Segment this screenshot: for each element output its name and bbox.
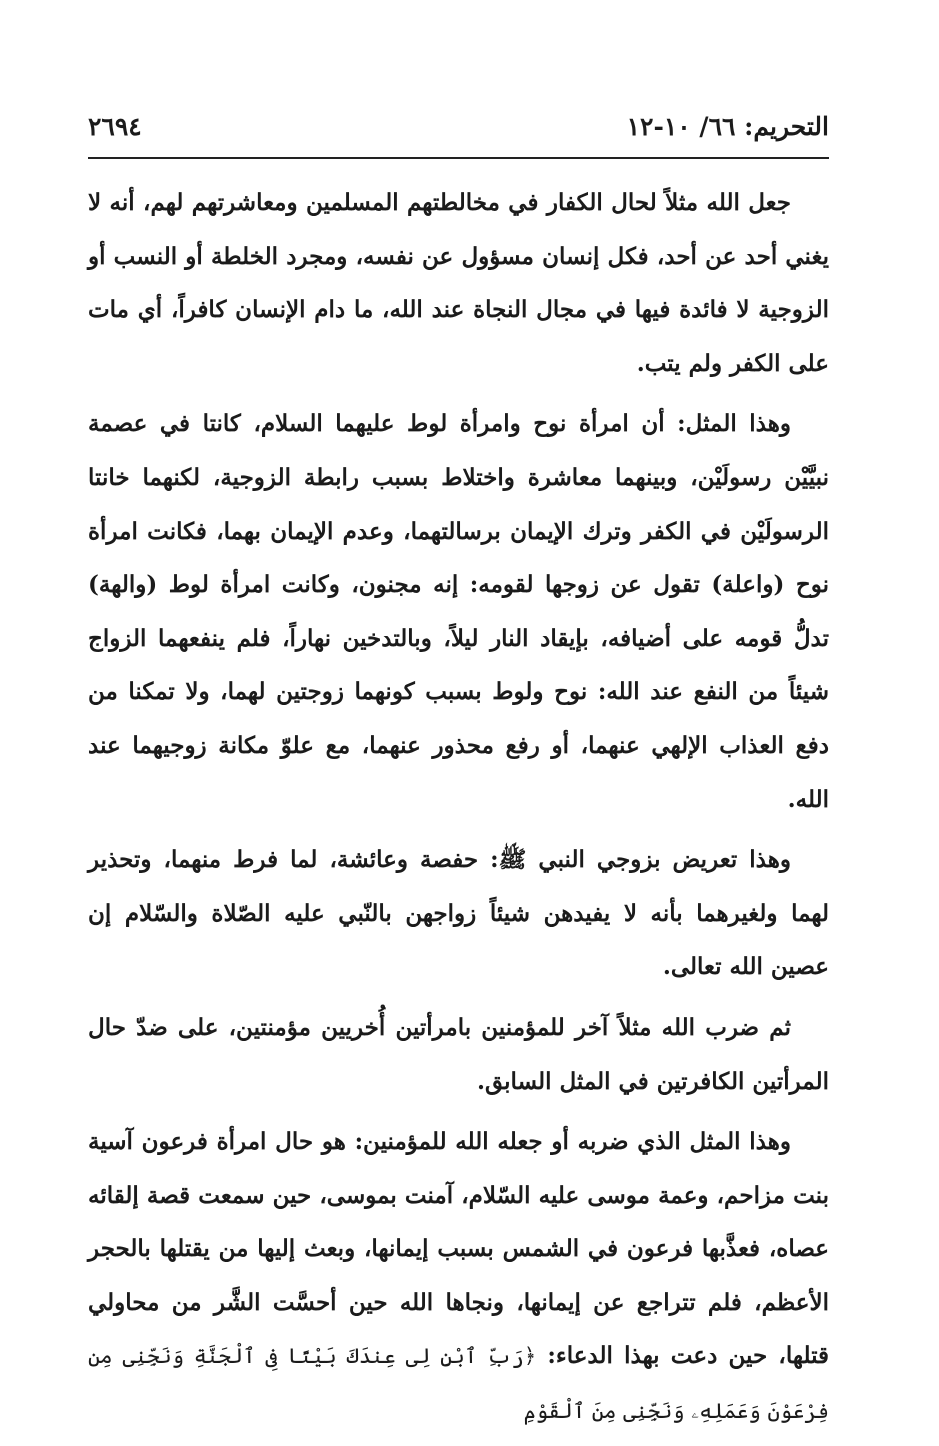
page-header [88,112,829,152]
page-body [88,176,829,1446]
header-divider [88,157,829,159]
paragraph: ثم ضرب الله مثلاً آخر للمؤمنين بامرأتين أُخريين مؤمنتين، على ضدّ حال المرأتين الكافرتين في المثل السابق. [88,1013,829,1095]
paragraph-text: وهذا المثل الذي ضربه أو جعله الله للمؤمنين: هو حال امرأة فرعون آسية بنت مزاحم، وعمة موسى عليه السّلام، آمنت بموسى، حين سمعت قصة إلقائه عصاه، فعذَّبها فرعون في الشمس بسبب إيمانها، وبعث إليها من يقتلها بالحجر الأعظم، فلم تتراجع عن إيمانها، ونجاها الله حين أحسَّت الشَّر من محاولي قتلها، حين دعت بهذا الدعاء: [88,1128,829,1370]
paragraph: جعل الله مثلاً لحال الكفار في مخالطتهم المسلمين ومعاشرتهم لهم، أنه لا يغني أحد عن أحد، فكل إنسان مسؤول عن نفسه، ومجرد الخلطة أو النسب أو الزوجية لا فائدة فيها في مجال النجاة عند الله، ما دام الإنسان كافراً، أي مات على الكفر ولم يتب. [88,189,829,377]
paragraph: وهذا المثل: أن امرأة نوح وامرأة لوط عليهما السلام، كانتا في عصمة نبيَّيْن رسولَيْن، وبينهما معاشرة واختلاط بسبب رابطة الزوجية، لكنهما خانتا الرسولَيْن في الكفر وترك الإيمان برسالتهما، وعدم الإيمان بهما، فكانت امرأة نوح (واعلة) تقول عن زوجها لقومه: إنه مجنون، وكانت امرأة لوط (والهة) تدلُّ قومه على أضيافه، بإيقاد النار ليلاً، وبالتدخين نهاراً، فلم ينفعهما الزواج شيئاً من النفع عند الله: نوح ولوط بسبب كونهما زوجتين لهما، ولا تمكنا من دفع العذاب الإلهي عنهما، أو رفع محذور عنهما، مع علوّ مكانة زوجيهما عند الله. [88,410,829,813]
paragraph: وهذا تعريض بزوجي النبي ﷺ: حفصة وعائشة، لما فرط منهما، وتحذير لهما ولغيرهما بأنه لا يفيدهن شيئاً زواجهن بالنّبي عليه الصّلاة والسّلام إن عصين الله تعالى. [88,846,829,981]
quran-verse: ﴿رَبِّ ٱبْنِ لِى عِندَكَ بَيْتًا فِى ٱلْجَنَّةِ وَنَجِّنِى مِن فِرْعَوْنَ وَعَمَلِهِۦ وَنَجِّنِى مِنَ ٱلْقَوْمِ [88,1344,829,1424]
surah-reference: التحريم: ٦٦/ ١٠-١٢ [626,112,829,141]
paragraph-with-verse [88,1115,829,1439]
page-number: ٢٦٩٤ [88,112,142,141]
